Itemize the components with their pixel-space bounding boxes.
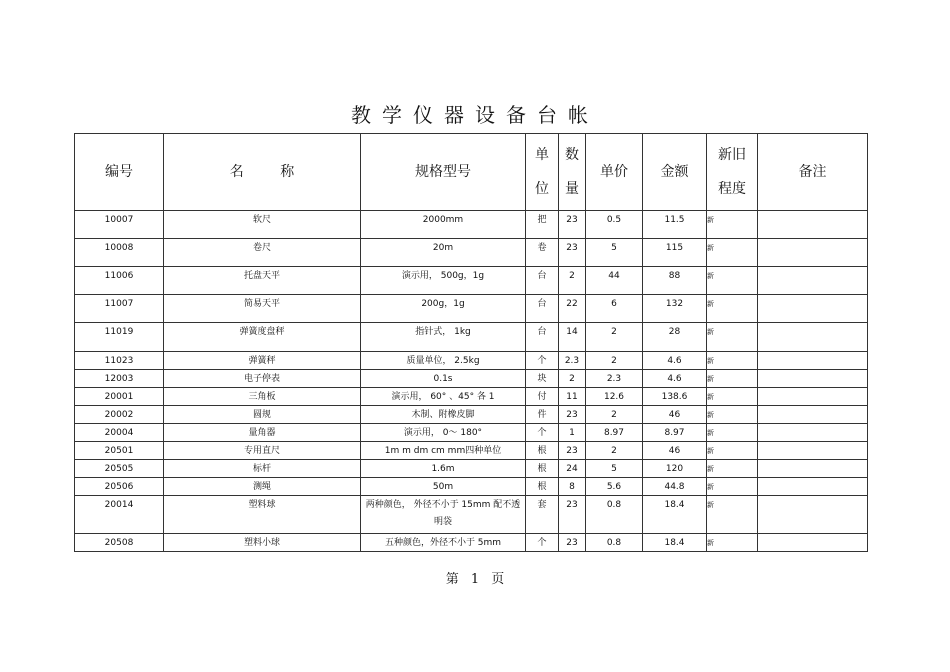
cell-qty: 23	[559, 496, 586, 534]
cell-name: 量角器	[164, 424, 361, 442]
cell-amount: 46	[643, 406, 707, 424]
header-spec: 规格型号	[361, 134, 526, 211]
cell-remark	[758, 295, 868, 323]
cell-price: 2	[586, 442, 643, 460]
cell-cond: 新	[707, 239, 758, 267]
cell-cond: 新	[707, 478, 758, 496]
cell-amount: 4.6	[643, 370, 707, 388]
table-row	[75, 424, 868, 442]
cell-code: 12003	[75, 370, 164, 388]
cell-cond: 新	[707, 295, 758, 323]
cell-cond: 新	[707, 267, 758, 295]
cell-cond: 新	[707, 496, 758, 534]
cell-name: 卷尺	[164, 239, 361, 267]
header-amount: 金额	[643, 134, 707, 211]
cell-qty: 23	[559, 239, 586, 267]
cell-unit: 件	[526, 406, 559, 424]
cell-name: 测绳	[164, 478, 361, 496]
table-row	[75, 534, 868, 552]
cell-spec: 200g，1g	[361, 295, 526, 323]
cell-spec: 质量单位， 2.5kg	[361, 352, 526, 370]
table-row	[75, 442, 868, 460]
header-name: 名 称	[164, 134, 361, 211]
cell-name: 塑料球	[164, 496, 361, 534]
cell-unit: 个	[526, 534, 559, 552]
cell-unit: 个	[526, 352, 559, 370]
cell-code: 11007	[75, 295, 164, 323]
cell-remark	[758, 442, 868, 460]
cell-name: 简易天平	[164, 295, 361, 323]
table-row	[75, 211, 868, 239]
cell-amount: 44.8	[643, 478, 707, 496]
cell-price: 5	[586, 460, 643, 478]
cell-amount: 18.4	[643, 534, 707, 552]
cell-qty: 2	[559, 267, 586, 295]
cell-amount: 8.97	[643, 424, 707, 442]
cell-code: 20001	[75, 388, 164, 406]
table-row	[75, 370, 868, 388]
table-row	[75, 388, 868, 406]
cell-price: 0.8	[586, 534, 643, 552]
header-unit: 单 位	[526, 134, 559, 211]
cell-unit: 根	[526, 478, 559, 496]
cell-name: 标杆	[164, 460, 361, 478]
cell-price: 2.3	[586, 370, 643, 388]
cell-name: 专用直尺	[164, 442, 361, 460]
table-row	[75, 460, 868, 478]
cell-remark	[758, 460, 868, 478]
cell-name: 三角板	[164, 388, 361, 406]
cell-code: 20505	[75, 460, 164, 478]
cell-qty: 24	[559, 460, 586, 478]
cell-cond: 新	[707, 211, 758, 239]
cell-remark	[758, 323, 868, 352]
cell-name: 电子停表	[164, 370, 361, 388]
cell-name: 弹簧秤	[164, 352, 361, 370]
table-row	[75, 267, 868, 295]
cell-code: 20501	[75, 442, 164, 460]
cell-cond: 新	[707, 406, 758, 424]
header-remark: 备注	[758, 134, 868, 211]
cell-unit: 台	[526, 295, 559, 323]
cell-name: 托盘天平	[164, 267, 361, 295]
cell-code: 20508	[75, 534, 164, 552]
cell-spec: 2000mm	[361, 211, 526, 239]
cell-cond: 新	[707, 388, 758, 406]
cell-spec: 两种颜色， 外径不小于 15mm 配不透明袋	[361, 496, 526, 534]
cell-unit: 卷	[526, 239, 559, 267]
cell-price: 2	[586, 352, 643, 370]
cell-name: 塑料小球	[164, 534, 361, 552]
cell-unit: 台	[526, 323, 559, 352]
cell-price: 12.6	[586, 388, 643, 406]
cell-amount: 28	[643, 323, 707, 352]
header-price: 单价	[586, 134, 643, 211]
page-number: 第 1 页	[445, 572, 505, 587]
cell-amount: 120	[643, 460, 707, 478]
cell-amount: 46	[643, 442, 707, 460]
cell-amount: 11.5	[643, 211, 707, 239]
cell-qty: 1	[559, 424, 586, 442]
cell-code: 20014	[75, 496, 164, 534]
cell-qty: 2.3	[559, 352, 586, 370]
header-row	[75, 134, 868, 211]
table-row	[75, 406, 868, 424]
cell-remark	[758, 267, 868, 295]
cell-qty: 8	[559, 478, 586, 496]
cell-remark	[758, 370, 868, 388]
cell-spec: 20m	[361, 239, 526, 267]
cell-qty: 23	[559, 406, 586, 424]
table-row	[75, 496, 868, 534]
cell-cond: 新	[707, 424, 758, 442]
cell-unit: 把	[526, 211, 559, 239]
header-qty: 数 量	[559, 134, 586, 211]
cell-amount: 18.4	[643, 496, 707, 534]
table-row	[75, 295, 868, 323]
cell-code: 11006	[75, 267, 164, 295]
cell-code: 10007	[75, 211, 164, 239]
cell-code: 20506	[75, 478, 164, 496]
cell-cond: 新	[707, 370, 758, 388]
cell-price: 5.6	[586, 478, 643, 496]
cell-spec: 指针式， 1kg	[361, 323, 526, 352]
table-row	[75, 239, 868, 267]
cell-qty: 11	[559, 388, 586, 406]
cell-spec: 演示用， 500g，1g	[361, 267, 526, 295]
cell-amount: 115	[643, 239, 707, 267]
cell-remark	[758, 352, 868, 370]
cell-spec: 1.6m	[361, 460, 526, 478]
cell-name: 弹簧度盘秤	[164, 323, 361, 352]
cell-cond: 新	[707, 442, 758, 460]
table-row	[75, 352, 868, 370]
cell-spec: 0.1s	[361, 370, 526, 388]
cell-amount: 88	[643, 267, 707, 295]
cell-price: 44	[586, 267, 643, 295]
cell-spec: 50m	[361, 478, 526, 496]
table-row	[75, 478, 868, 496]
cell-amount: 4.6	[643, 352, 707, 370]
table-row	[75, 323, 868, 352]
header-code: 编号	[75, 134, 164, 211]
cell-spec: 五种颜色，外径不小于 5mm	[361, 534, 526, 552]
cell-code: 11023	[75, 352, 164, 370]
cell-remark	[758, 406, 868, 424]
cell-code: 11019	[75, 323, 164, 352]
cell-qty: 23	[559, 442, 586, 460]
cell-unit: 台	[526, 267, 559, 295]
cell-cond: 新	[707, 460, 758, 478]
cell-price: 8.97	[586, 424, 643, 442]
cell-name: 圆规	[164, 406, 361, 424]
cell-remark	[758, 211, 868, 239]
cell-unit: 块	[526, 370, 559, 388]
cell-price: 6	[586, 295, 643, 323]
header-condition: 新旧 程度	[707, 134, 758, 211]
cell-code: 20004	[75, 424, 164, 442]
cell-qty: 23	[559, 211, 586, 239]
cell-spec: 1m m dm cm mm四种单位	[361, 442, 526, 460]
cell-price: 2	[586, 406, 643, 424]
cell-remark	[758, 424, 868, 442]
cell-qty: 23	[559, 534, 586, 552]
cell-remark	[758, 239, 868, 267]
cell-qty: 2	[559, 370, 586, 388]
cell-cond: 新	[707, 352, 758, 370]
cell-price: 5	[586, 239, 643, 267]
cell-spec: 演示用， 0～ 180°	[361, 424, 526, 442]
cell-remark	[758, 478, 868, 496]
cell-remark	[758, 534, 868, 552]
cell-name: 软尺	[164, 211, 361, 239]
cell-spec: 演示用， 60° 、45° 各 1	[361, 388, 526, 406]
cell-price: 0.8	[586, 496, 643, 534]
cell-amount: 132	[643, 295, 707, 323]
cell-amount: 138.6	[643, 388, 707, 406]
cell-price: 2	[586, 323, 643, 352]
page-title: 教学仪器设备台帐	[351, 103, 599, 127]
cell-remark	[758, 496, 868, 534]
cell-code: 20002	[75, 406, 164, 424]
cell-cond: 新	[707, 323, 758, 352]
cell-unit: 付	[526, 388, 559, 406]
cell-unit: 个	[526, 424, 559, 442]
cell-unit: 套	[526, 496, 559, 534]
cell-qty: 14	[559, 323, 586, 352]
cell-qty: 22	[559, 295, 586, 323]
cell-unit: 根	[526, 442, 559, 460]
cell-code: 10008	[75, 239, 164, 267]
cell-spec: 木制、附橡皮脚	[361, 406, 526, 424]
cell-cond: 新	[707, 534, 758, 552]
cell-unit: 根	[526, 460, 559, 478]
cell-remark	[758, 388, 868, 406]
equipment-ledger-table	[74, 133, 868, 552]
cell-price: 0.5	[586, 211, 643, 239]
